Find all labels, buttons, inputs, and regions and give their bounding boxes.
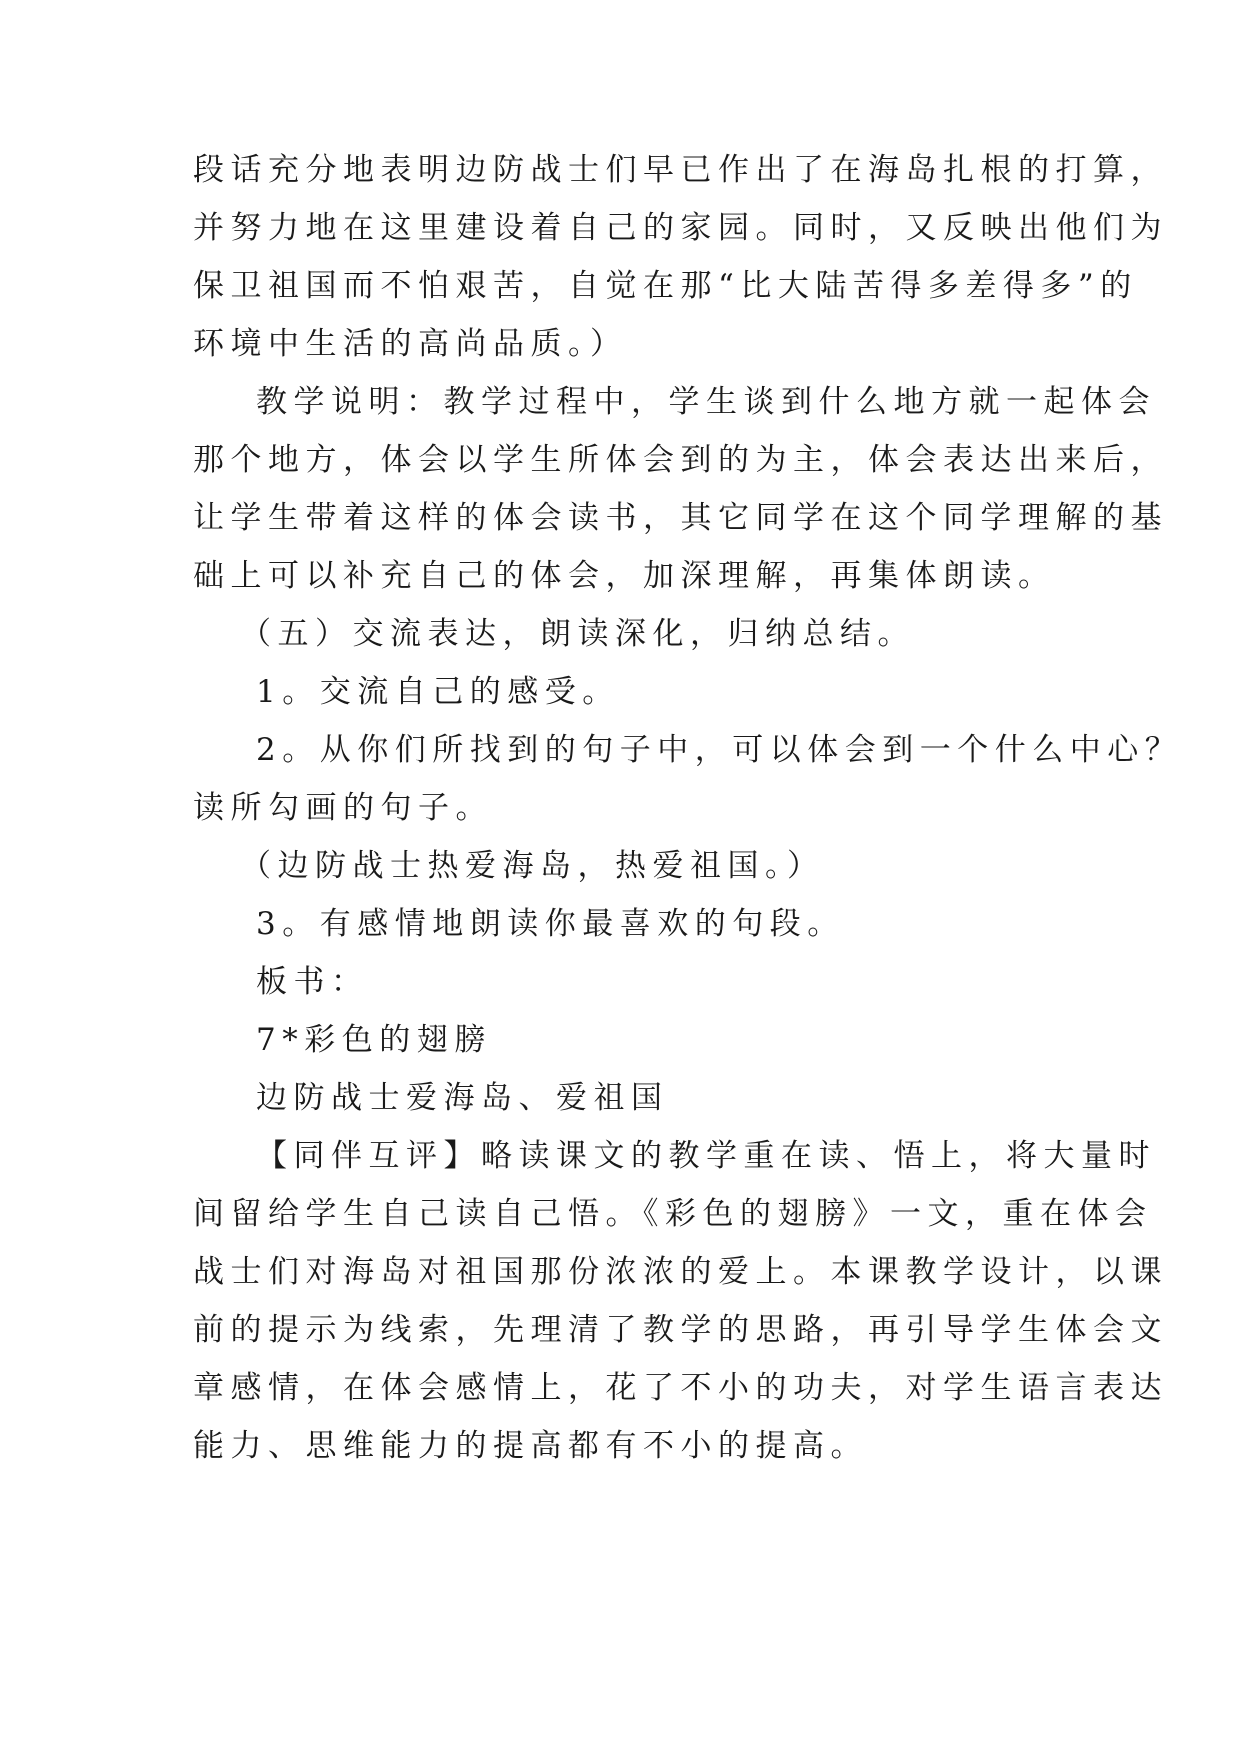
text-line: 教学说明：教学过程中，学生谈到什么地方就一起体会 — [256, 384, 1156, 420]
text-line: 读所勾画的句子。 — [193, 790, 493, 826]
text-line: 保卫祖国而不怕艰苦，自觉在那“比大陆苦得多差得多”的 — [193, 268, 1138, 304]
text-line: 并努力地在这里建设着自己的家园。同时，又反映出他们为 — [193, 210, 1168, 246]
text-line: 战士们对海岛对祖国那份浓浓的爱上。本课教学设计，以课 — [193, 1254, 1168, 1290]
text-line: 间留给学生自己读自己悟。《彩色的翅膀》一文，重在体会 — [193, 1196, 1153, 1232]
text-line: 边防战士爱海岛、爱祖国 — [256, 1080, 669, 1116]
text-line: 能力、思维能力的提高都有不小的提高。 — [193, 1428, 868, 1464]
text-line: 2。从你们所找到的句子中，可以体会到一个什么中心？ — [256, 732, 1183, 768]
text-line: 7*彩色的翅膀 — [256, 1022, 492, 1058]
text-line: 1。交流自己的感受。 — [256, 674, 620, 710]
text-line: 【同伴互评】略读课文的教学重在读、悟上，将大量时 — [256, 1138, 1156, 1174]
text-line: 让学生带着这样的体会读书，其它同学在这个同学理解的基 — [193, 500, 1168, 536]
text-line: 段话充分地表明边防战士们早已作出了在海岛扎根的打算， — [193, 152, 1168, 188]
text-line: 环境中生活的高尚品质。） — [193, 326, 628, 362]
text-line: 那个地方，体会以学生所体会到的为主，体会表达出来后， — [193, 442, 1168, 478]
text-line: 础上可以补充自己的体会，加深理解，再集体朗读。 — [193, 558, 1056, 594]
text-line: 板书： — [256, 964, 369, 1000]
text-line: 前的提示为线索，先理清了教学的思路，再引导学生体会文 — [193, 1312, 1168, 1348]
text-line: （边防战士热爱海岛，热爱祖国。） — [240, 848, 825, 884]
text-line: （五）交流表达，朗读深化，归纳总结。 — [240, 616, 915, 652]
text-line: 章感情，在体会感情上，花了不小的功夫，对学生语言表达 — [193, 1370, 1168, 1406]
text-line: 3。有感情地朗读你最喜欢的句段。 — [256, 906, 845, 942]
